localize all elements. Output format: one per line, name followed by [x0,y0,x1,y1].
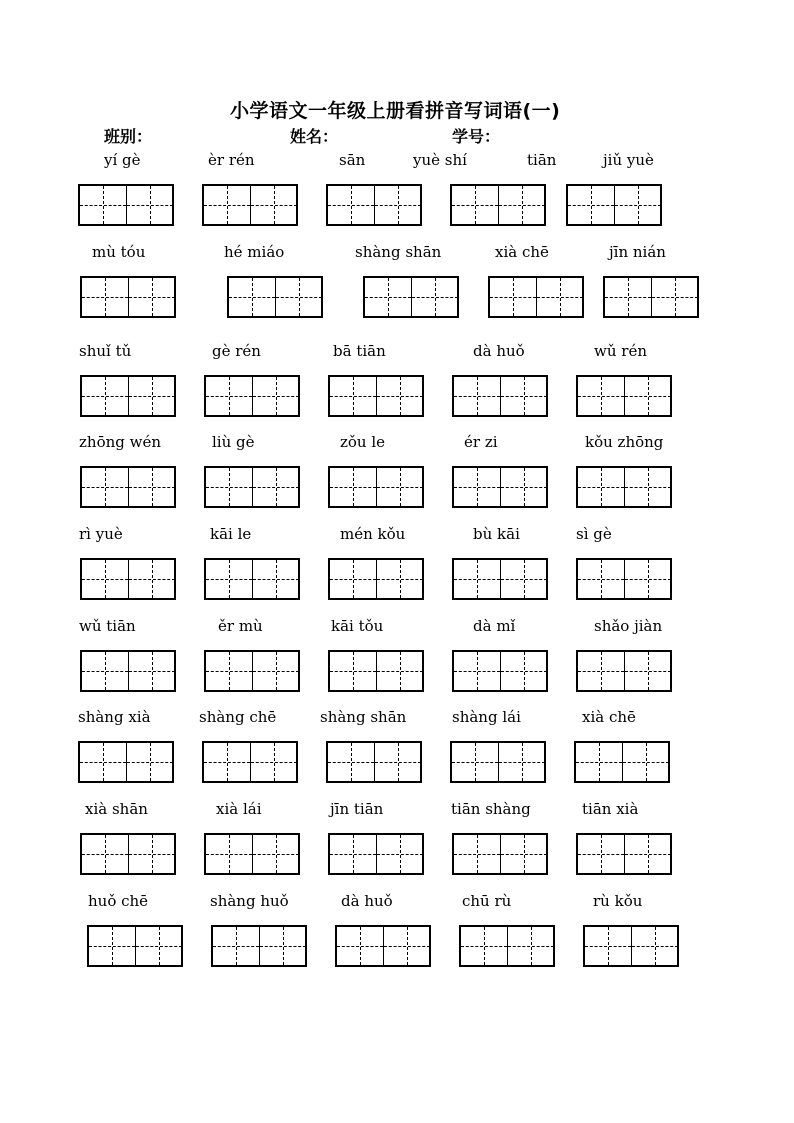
guide-line-vertical [522,186,523,224]
guide-line-vertical [524,560,525,598]
guide-line-vertical [513,278,514,316]
guide-line-vertical [388,278,389,316]
character-cell [454,468,500,506]
character-cell [576,743,622,781]
tianzige-box [452,466,548,508]
guide-line-vertical [608,927,609,965]
guide-line-vertical [351,186,352,224]
tianzige-box [87,925,183,967]
tianzige-box [204,375,300,417]
guide-line-vertical [638,186,639,224]
pinyin-label: hé miáo [224,243,285,261]
pinyin-label: ér zi [464,433,498,451]
character-cell [206,652,252,690]
guide-line-vertical [601,560,602,598]
character-cell [330,468,376,506]
guide-line-vertical [648,377,649,415]
tianzige-box [574,741,670,783]
character-cell [89,927,135,965]
guide-line-vertical [103,743,104,781]
character-cell [578,468,624,506]
tianzige-box [80,558,176,600]
character-cell [80,186,126,224]
character-cell [500,652,547,690]
tianzige-box [328,833,424,875]
character-cell [204,743,250,781]
guide-line-vertical [152,377,153,415]
guide-line-vertical [274,186,275,224]
character-cell [376,560,423,598]
character-cell [376,468,423,506]
guide-line-vertical [353,652,354,690]
character-cell [585,927,631,965]
character-cell [82,835,128,873]
guide-line-vertical [601,835,602,873]
guide-line-vertical [112,927,113,965]
tianzige-box [328,375,424,417]
character-cell [128,835,175,873]
character-cell [330,377,376,415]
tianzige-box [202,741,298,783]
character-cell [128,560,175,598]
student-no-label: 学号： [452,127,501,146]
guide-line-vertical [398,186,399,224]
character-cell [376,377,423,415]
pinyin-label: xià lái [216,800,262,818]
character-cell [578,560,624,598]
character-cell [454,560,500,598]
pinyin-label: jiǔ yuè [603,151,654,169]
character-cell [614,186,661,224]
tianzige-box [211,925,307,967]
character-cell [376,835,423,873]
pinyin-label: liù gè [212,433,255,451]
character-cell [452,186,498,224]
pinyin-label: tiān [527,151,557,169]
tianzige-box [80,833,176,875]
guide-line-vertical [152,468,153,506]
character-cell [498,743,545,781]
guide-line-vertical [560,278,561,316]
guide-line-vertical [407,927,408,965]
pinyin-label: rù kǒu [593,892,643,910]
tianzige-box [450,741,546,783]
guide-line-vertical [531,927,532,965]
character-cell [461,927,507,965]
tianzige-box [576,558,672,600]
guide-line-vertical [646,743,647,781]
pinyin-label: shàng shān [355,243,442,261]
character-cell [250,186,297,224]
tianzige-box [204,558,300,600]
guide-line-vertical [276,377,277,415]
guide-line-vertical [105,560,106,598]
guide-line-vertical [648,835,649,873]
tianzige-box [80,375,176,417]
pinyin-label: yuè shí [413,151,467,169]
guide-line-vertical [229,835,230,873]
guide-line-vertical [105,278,106,316]
character-cell [454,377,500,415]
character-cell [500,377,547,415]
character-cell [128,278,175,316]
character-cell [330,835,376,873]
pinyin-label: mén kǒu [340,525,406,543]
guide-line-vertical [522,743,523,781]
guide-line-vertical [477,468,478,506]
tianzige-box [80,466,176,508]
guide-line-vertical [475,743,476,781]
character-cell [206,468,252,506]
guide-line-vertical [601,377,602,415]
character-cell [259,927,306,965]
pinyin-label: shǎo jiàn [594,617,663,635]
character-cell [252,560,299,598]
guide-line-vertical [105,652,106,690]
guide-line-vertical [400,652,401,690]
guide-line-vertical [103,186,104,224]
guide-line-vertical [675,278,676,316]
character-cell [206,835,252,873]
character-cell [624,377,671,415]
guide-line-vertical [477,560,478,598]
character-cell [126,186,173,224]
pinyin-label: huǒ chē [88,892,149,910]
guide-line-vertical [252,278,253,316]
character-cell [135,927,182,965]
character-cell [252,835,299,873]
tianzige-box [78,184,174,226]
pinyin-label: xià shān [85,800,148,818]
character-cell [250,743,297,781]
character-cell [500,560,547,598]
guide-line-vertical [229,560,230,598]
tianzige-box [328,558,424,600]
character-cell [454,652,500,690]
tianzige-box [80,650,176,692]
character-cell [624,468,671,506]
guide-line-vertical [524,468,525,506]
guide-line-vertical [484,927,485,965]
pinyin-label: tiān shàng [451,800,531,818]
pinyin-label: shàng huǒ [210,892,289,910]
guide-line-vertical [400,560,401,598]
pinyin-label: shàng shān [320,708,407,726]
character-cell [374,186,421,224]
pinyin-label: ěr mù [218,617,263,635]
character-cell [568,186,614,224]
pinyin-label: èr rén [208,151,255,169]
character-cell [330,652,376,690]
character-cell [454,835,500,873]
character-cell [82,377,128,415]
tianzige-box [326,741,422,783]
guide-line-vertical [628,278,629,316]
tianzige-box [603,276,699,318]
tianzige-box [459,925,555,967]
pinyin-label: chū rù [462,892,512,910]
character-cell [204,186,250,224]
guide-line-vertical [435,278,436,316]
character-cell [82,560,128,598]
guide-line-vertical [648,468,649,506]
guide-line-vertical [276,468,277,506]
character-cell [536,278,583,316]
character-cell [128,652,175,690]
guide-line-vertical [524,835,525,873]
character-cell [328,186,374,224]
tianzige-box [450,184,546,226]
guide-line-vertical [152,652,153,690]
character-cell [411,278,458,316]
guide-line-vertical [283,927,284,965]
character-cell [80,743,126,781]
character-cell [578,377,624,415]
pinyin-label: shàng lái [452,708,521,726]
character-cell [624,560,671,598]
guide-line-vertical [152,560,153,598]
guide-line-vertical [229,468,230,506]
guide-line-vertical [648,560,649,598]
character-cell [500,468,547,506]
pinyin-label: xià chē [582,708,636,726]
tianzige-box [204,833,300,875]
character-cell [578,652,624,690]
character-cell [252,468,299,506]
guide-line-vertical [400,468,401,506]
tianzige-box [202,184,298,226]
character-cell [275,278,322,316]
guide-line-vertical [276,652,277,690]
guide-line-vertical [475,186,476,224]
character-cell [631,927,678,965]
pinyin-label: kǒu zhōng [585,433,664,451]
pinyin-label: shàng xià [78,708,151,726]
guide-line-vertical [398,743,399,781]
class-label: 班别： [104,127,153,146]
character-cell [490,278,536,316]
guide-line-vertical [152,835,153,873]
tianzige-box [227,276,323,318]
pinyin-label: sān [339,151,366,169]
tianzige-box [335,925,431,967]
character-cell [374,743,421,781]
character-cell [622,743,669,781]
character-cell [624,835,671,873]
tianzige-box [583,925,679,967]
character-cell [507,927,554,965]
guide-line-vertical [400,835,401,873]
guide-line-vertical [276,835,277,873]
guide-line-vertical [360,927,361,965]
guide-line-vertical [591,186,592,224]
pinyin-label: kāi le [210,525,252,543]
tianzige-box [328,650,424,692]
character-cell [82,652,128,690]
character-cell [82,278,128,316]
guide-line-vertical [229,652,230,690]
pinyin-label: xià chē [495,243,549,261]
tianzige-box [576,833,672,875]
guide-line-vertical [353,468,354,506]
tianzige-box [363,276,459,318]
character-cell [500,835,547,873]
guide-line-vertical [353,835,354,873]
guide-line-vertical [105,377,106,415]
guide-line-vertical [274,743,275,781]
guide-line-vertical [477,652,478,690]
tianzige-box [488,276,584,318]
character-cell [605,278,651,316]
guide-line-vertical [351,743,352,781]
tianzige-box [576,375,672,417]
pinyin-label: wǔ tiān [79,617,136,635]
guide-line-vertical [150,743,151,781]
guide-line-vertical [477,377,478,415]
guide-line-vertical [227,743,228,781]
tianzige-box [452,650,548,692]
guide-line-vertical [524,377,525,415]
guide-line-vertical [524,652,525,690]
character-cell [126,743,173,781]
tianzige-box [80,276,176,318]
pinyin-label: bù kāi [473,525,520,543]
name-label: 姓名： [290,127,339,146]
pinyin-label: dà huǒ [341,892,393,910]
character-cell [206,377,252,415]
character-cell [383,927,430,965]
character-cell [452,743,498,781]
character-cell [128,377,175,415]
pinyin-label: gè rén [212,342,261,360]
page-title: 小学语文一年级上册看拼音写词语(一) [230,100,561,122]
guide-line-vertical [159,927,160,965]
guide-line-vertical [601,652,602,690]
tianzige-box [452,558,548,600]
tianzige-box [204,650,300,692]
pinyin-label: dà mǐ [473,617,516,635]
guide-line-vertical [105,468,106,506]
tianzige-box [326,184,422,226]
guide-line-vertical [152,278,153,316]
guide-line-vertical [353,377,354,415]
character-cell [328,743,374,781]
character-cell [365,278,411,316]
guide-line-vertical [601,468,602,506]
pinyin-label: shàng chē [199,708,277,726]
character-cell [651,278,698,316]
pinyin-label: yí gè [104,151,141,169]
character-cell [206,560,252,598]
tianzige-box [452,375,548,417]
pinyin-label: sì gè [576,525,612,543]
guide-line-vertical [299,278,300,316]
guide-line-vertical [477,835,478,873]
tianzige-box [576,650,672,692]
pinyin-label: jīn nián [609,243,666,261]
pinyin-label: zǒu le [340,433,386,451]
character-cell [229,278,275,316]
character-cell [624,652,671,690]
guide-line-vertical [276,560,277,598]
pinyin-label: dà huǒ [473,342,525,360]
character-cell [252,652,299,690]
character-cell [498,186,545,224]
pinyin-label: rì yuè [79,525,123,543]
guide-line-vertical [599,743,600,781]
guide-line-vertical [353,560,354,598]
pinyin-label: tiān xià [582,800,639,818]
character-cell [578,835,624,873]
character-cell [128,468,175,506]
tianzige-box [566,184,662,226]
character-cell [376,652,423,690]
tianzige-box [328,466,424,508]
pinyin-label: jīn tiān [330,800,384,818]
guide-line-vertical [229,377,230,415]
pinyin-label: shuǐ tǔ [79,342,132,360]
pinyin-label: kāi tǒu [331,617,384,635]
pinyin-label: wǔ rén [594,342,647,360]
tianzige-box [452,833,548,875]
guide-line-vertical [236,927,237,965]
guide-line-vertical [655,927,656,965]
guide-line-vertical [105,835,106,873]
character-cell [213,927,259,965]
pinyin-label: zhōng wén [79,433,162,451]
character-cell [252,377,299,415]
character-cell [337,927,383,965]
guide-line-vertical [648,652,649,690]
pinyin-label: mù tóu [92,243,146,261]
character-cell [330,560,376,598]
pinyin-label: bā tiān [333,342,386,360]
guide-line-vertical [400,377,401,415]
guide-line-vertical [150,186,151,224]
guide-line-vertical [227,186,228,224]
tianzige-box [78,741,174,783]
tianzige-box [204,466,300,508]
character-cell [82,468,128,506]
tianzige-box [576,466,672,508]
